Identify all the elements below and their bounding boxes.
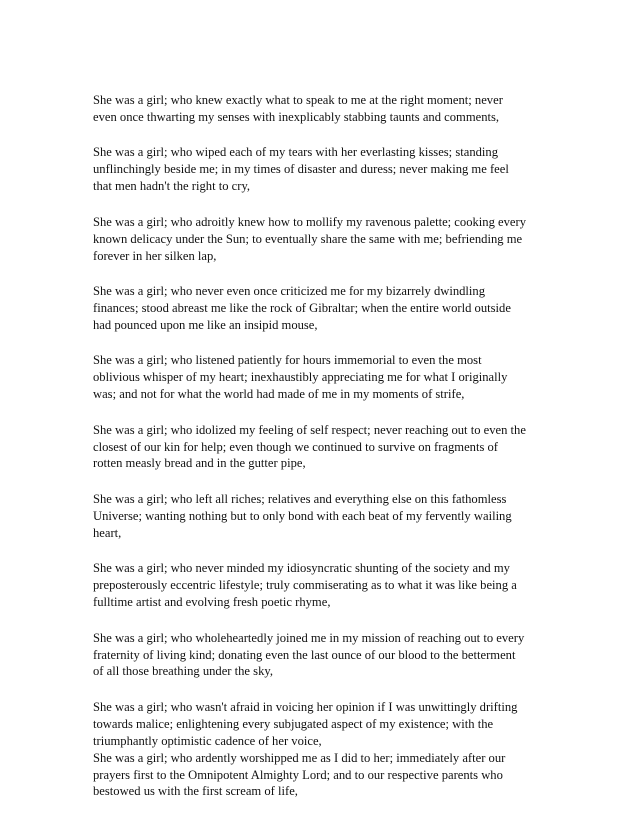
stanza-9 (93, 630, 553, 681)
stanza-6 (93, 422, 553, 473)
text-line: preposterously eccentric lifestyle; truly commiserating as to what it was like being a (93, 578, 517, 593)
stanza-8 (93, 560, 553, 611)
text-line: even once thwarting my senses with inexplicably stabbing taunts and comments, (93, 109, 500, 124)
text-line: unflinchingly beside me; in my times of disaster and duress; never making me feel (93, 162, 509, 177)
text-line: rotten measly bread and in the gutter pipe, (93, 456, 306, 471)
text-line: She was a girl; who never minded my idiosyncratic shunting of the society and my (93, 561, 510, 576)
text-line: She was a girl; who adroitly knew how to mollify my ravenous palette; cooking every (93, 214, 526, 229)
text-line: fulltime artist and evolving fresh poetic rhyme, (93, 595, 331, 610)
text-line: She was a girl; who wasn't afraid in voicing her opinion if I was unwittingly drifting (93, 699, 518, 714)
stanza-7 (93, 491, 553, 542)
stanza-1 (93, 92, 553, 126)
text-line: that men hadn't the right to cry, (93, 179, 251, 194)
text-line: forever in her silken lap, (93, 248, 217, 263)
text-line: triumphantly optimistic cadence of her voice, (93, 733, 322, 748)
text-line: She was a girl; who never even once criticized me for my bizarrely dwindling (93, 284, 486, 299)
text-line: heart, (93, 525, 122, 540)
text-line: She was a girl; who wiped each of my tears with her everlasting kisses; standing (93, 145, 499, 160)
text-line: She was a girl; who left all riches; relatives and everything else on this fathomless (93, 491, 507, 506)
text-line: was; and not for what the world had made of me in my moments of strife, (93, 387, 465, 402)
text-line: oblivious whisper of my heart; inexhaustibly appreciating me for what I originally (93, 370, 508, 385)
text-line: closest of our kin for help; even though we continued to survive on fragments of (93, 439, 499, 454)
text-line: known delicacy under the Sun; to eventually share the same with me; befriending me (93, 231, 523, 246)
text-line: of all those breathing under the sky, (93, 664, 273, 679)
text-line: finances; stood abreast me like the rock of Gibraltar; when the entire world outside (93, 300, 511, 315)
text-line: She was a girl; who ardently worshipped me as I did to her; immediately after our (93, 750, 506, 765)
stanza-11 (93, 750, 553, 801)
stanza-5 (93, 352, 553, 403)
text-line: had pounced upon me like an insipid mouse, (93, 317, 318, 332)
stanza-3 (93, 214, 553, 265)
text-line: fraternity of living kind; donating even the last ounce of our blood to the betterment (93, 647, 516, 662)
text-line: She was a girl; who knew exactly what to speak to me at the right moment; never (93, 93, 503, 107)
stanza-2 (93, 144, 553, 195)
text-line: prayers first to the Omnipotent Almighty Lord; and to our respective parents who (93, 767, 503, 782)
document-page (93, 92, 553, 800)
stanza-4 (93, 283, 553, 334)
text-line: She was a girl; who idolized my feeling of self respect; never reaching out to even the (93, 422, 526, 437)
stanza-10 (93, 699, 553, 750)
text-line: bestowed us with the first scream of life, (93, 784, 298, 799)
text-line: Universe; wanting nothing but to only bond with each beat of my fervently wailing (93, 508, 512, 523)
text-line: She was a girl; who listened patiently for hours immemorial to even the most (93, 353, 482, 368)
text-line: She was a girl; who wholeheartedly joined me in my mission of reaching out to every (93, 630, 525, 645)
text-line: towards malice; enlightening every subjugated aspect of my existence; with the (93, 716, 494, 731)
